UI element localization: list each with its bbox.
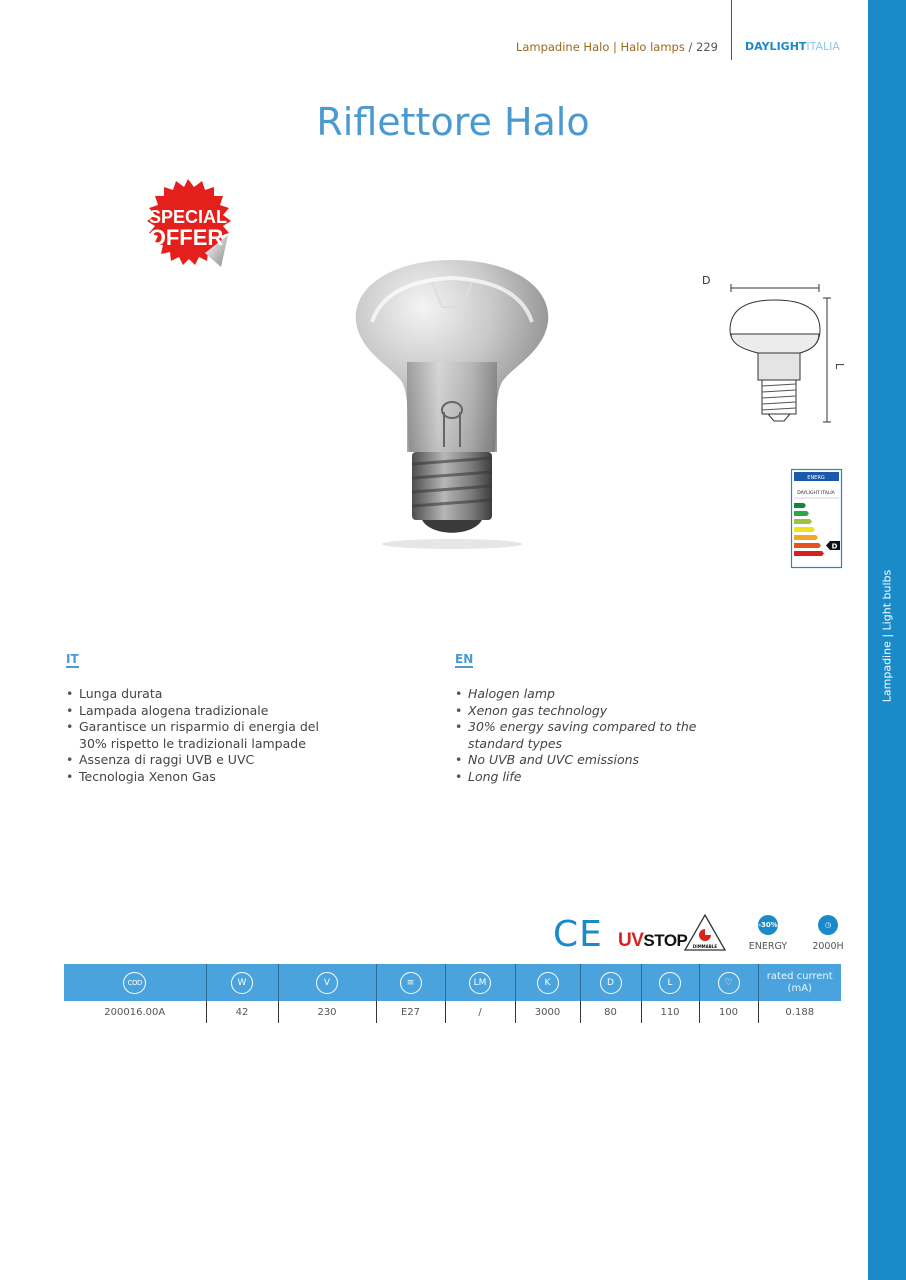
col-lumen	[445, 964, 515, 1001]
page-number: 229	[696, 40, 718, 54]
feature-it-5: • Tecnologia Xenon Gas	[66, 769, 326, 786]
table-row	[64, 1001, 841, 1023]
feature-it-2: • Lampada alogena tradizionale	[66, 703, 326, 720]
length-icon: L	[659, 972, 681, 994]
feature-en-5: • Long life	[455, 769, 715, 786]
feature-en-2: • Xenon gas technology	[455, 703, 715, 720]
lang-code-en: EN	[455, 652, 474, 666]
lifetime-label: 2000H	[812, 941, 844, 952]
cell-watt: 42	[206, 1001, 278, 1023]
product-bulb-image	[352, 252, 552, 552]
uv-stop-uv: UV	[618, 930, 644, 951]
dimmable-text: DIMMABLE	[692, 944, 718, 949]
beam-angle-icon: ♡	[718, 972, 740, 994]
uv-stop-stop: STOP	[643, 931, 688, 950]
certification-row	[550, 912, 850, 958]
feature-it-4: • Assenza di raggi UVB e UVC	[66, 752, 326, 769]
brand-sub: ITALIA	[806, 40, 840, 53]
cell-base: E27	[376, 1001, 445, 1023]
cell-lumen: /	[445, 1001, 515, 1023]
features-it	[66, 651, 326, 785]
energy-class: D	[831, 542, 838, 551]
diameter-icon: D	[600, 972, 622, 994]
feature-en-3: • 30% energy saving compared to the standard types	[455, 719, 715, 752]
dimension-drawing	[700, 270, 846, 430]
cell-code: 200016.00A	[104, 1006, 166, 1018]
features-list-en	[455, 686, 715, 785]
spec-table	[64, 964, 841, 1023]
col-diameter	[580, 964, 641, 1001]
side-tab-label: Lampadine | Light bulbs	[880, 569, 894, 703]
lifetime-badge	[808, 915, 848, 952]
kelvin-icon: K	[537, 972, 559, 994]
cell-length: 110	[641, 1001, 699, 1023]
header-category: Lampadine Halo | Halo lamps	[515, 40, 685, 54]
dim-l-label: L	[833, 363, 846, 370]
volt-icon: V	[316, 972, 338, 994]
features-list-it	[66, 686, 326, 785]
lang-code-it: IT	[66, 652, 79, 666]
uv-stop-icon	[618, 930, 687, 952]
col-watt	[206, 964, 278, 1001]
code-icon: COD	[123, 972, 146, 994]
page-header: Lampadine Halo | Halo lamps / 229	[515, 40, 718, 54]
energy-label	[791, 469, 842, 568]
col-angle	[699, 964, 758, 1001]
cell-kelvin: 3000	[515, 1001, 580, 1023]
dim-d-label: D	[702, 274, 711, 287]
cell-diameter: 80	[580, 1001, 641, 1023]
feature-en-4: • No UVB and UVC emissions	[455, 752, 715, 769]
lumen-icon: LM	[469, 972, 491, 994]
energy-saving-badge	[745, 915, 791, 952]
cell-rated-current: 0.188	[758, 1001, 841, 1023]
offer-line1: SPECIAL	[148, 207, 228, 227]
feature-en-1: • Halogen lamp	[455, 686, 715, 703]
page-title: Riflettore Halo	[316, 100, 590, 144]
energy-saving-icon: -30%	[758, 915, 778, 935]
col-length	[641, 964, 699, 1001]
brand-logo	[745, 40, 840, 53]
col-base	[376, 964, 445, 1001]
cell-volt: 230	[278, 1001, 376, 1023]
spec-table-header	[64, 964, 841, 1001]
rated-current-header: rated current (mA)	[766, 970, 833, 994]
clock-icon: ◷	[818, 915, 838, 935]
svg-text:ENERG: ENERG	[807, 475, 825, 481]
brand-main: DAYLIGHT	[745, 40, 807, 53]
energy-saving-label: ENERGY	[748, 941, 788, 952]
header-divider	[731, 0, 732, 60]
special-offer-badge	[133, 175, 248, 290]
col-rated-current	[758, 964, 841, 1001]
base-icon: ≡	[400, 972, 422, 994]
feature-it-3: • Garantisce un risparmio di energia del 30% rispetto le tradizionali lampade	[66, 719, 326, 752]
watt-icon: W	[231, 972, 253, 994]
ce-mark-icon: CE	[553, 914, 603, 955]
cell-angle: 100	[699, 1001, 758, 1023]
dimmable-icon	[683, 913, 727, 953]
feature-it-1: • Lunga durata	[66, 686, 326, 703]
col-volt	[278, 964, 376, 1001]
offer-line2: OFFER	[148, 225, 224, 250]
col-code	[64, 964, 206, 1001]
col-kelvin	[515, 964, 580, 1001]
features-en	[455, 651, 715, 785]
energy-label-brand: DAYLIGHT ITALIA	[797, 491, 835, 496]
